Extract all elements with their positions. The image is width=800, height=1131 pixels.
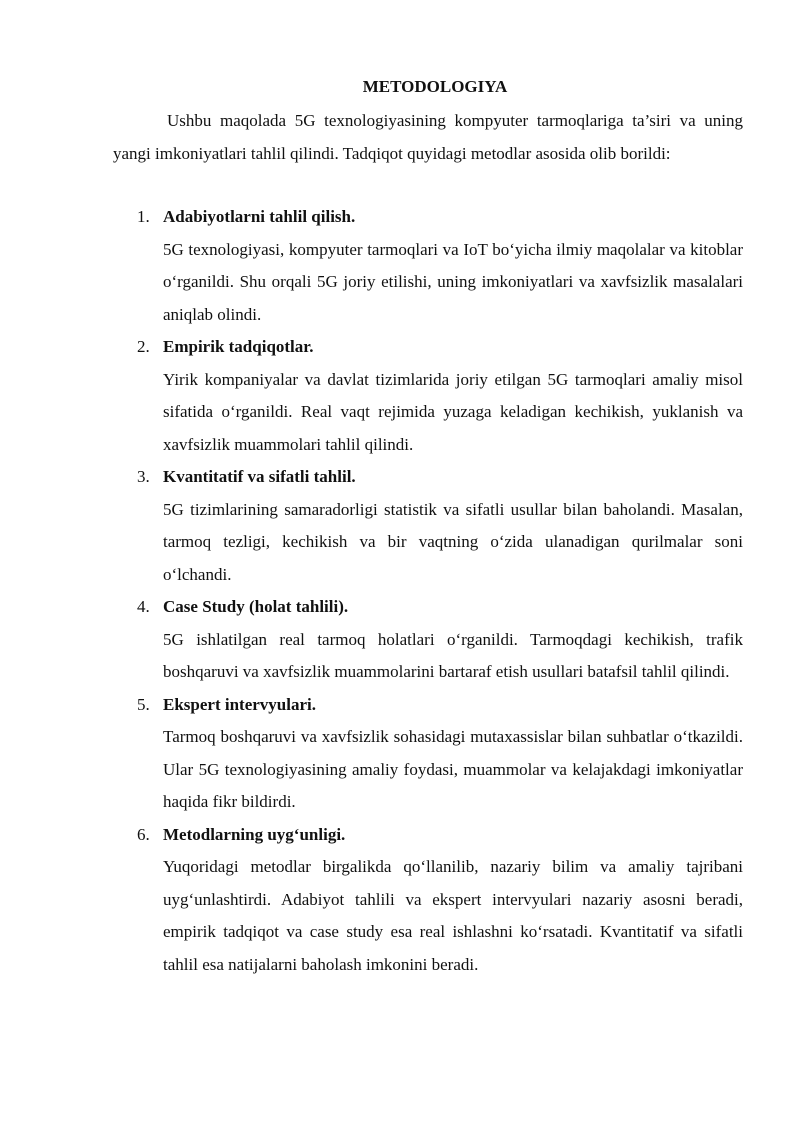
item-number: 2. — [137, 337, 150, 356]
item-heading: Ekspert intervyulari. — [163, 694, 316, 714]
item-text: 5G ishlatilgan real tarmoq holatlari o‘rganildi. Tarmoqdagi kechikish, trafik boshqaruvi va xavfsizlik muammolarini bartaraf etish usullari batafsil tahlil qilindi. — [163, 629, 743, 681]
methods-list — [0, 201, 800, 981]
item-number: 4. — [137, 597, 150, 616]
item-text: Yirik kompaniyalar va davlat tizimlarida joriy etilgan 5G tarmoqlari amaliy misol sifatida o‘rganildi. Real vaqt rejimida yuzaga keladigan kechikish, yuklanish va xavfsizlik muammolari tahlil qilindi. — [163, 369, 743, 454]
section-title: METODOLOGIYA — [362, 77, 508, 96]
list-item — [0, 591, 800, 689]
list-item — [0, 461, 800, 591]
item-heading: Adabiyotlarni tahlil qilish. — [163, 207, 356, 226]
item-heading: Metodlarning uyg‘unligi. — [163, 824, 346, 844]
item-text: 5G tizimlarining samaradorligi statistik va sifatli usullar bilan baholandi. Masalan, tarmoq tezligi, kechikish va bir vaqtning o‘zida ulanadigan qurilmalar soni o‘lchandi. — [163, 499, 743, 584]
list-item — [0, 819, 800, 982]
item-heading: Kvantitatif va sifatli tahlil. — [163, 467, 356, 486]
item-number: 5. — [137, 694, 150, 714]
list-item — [0, 689, 800, 819]
item-number: 6. — [137, 824, 150, 844]
item-text: Yuqoridagi metodlar birgalikda qo‘llanilib, nazariy bilim va amaliy tajribani uyg‘unlashtirdi. Adabiyot tahlili va ekspert intervyulari nazariy asosni beradi, empirik tadqiqot va case study esa real ishlashni ko‘rsatadi. Kvantitatif va sifatli tahlil esa natijalarni baholash imkonini beradi. — [163, 857, 743, 974]
list-item — [0, 331, 800, 461]
intro-paragraph: Ushbu maqolada 5G texnologiyasining kompyuter tarmoqlariga ta’siri va uning yangi imkoniyatlari tahlil qilindi. Tadqiqot quyidagi metodlar asosida olib borildi: — [113, 111, 743, 163]
list-item — [0, 201, 800, 331]
item-number: 1. — [137, 207, 150, 226]
item-text: 5G texnologiyasi, kompyuter tarmoqlari va IoT bo‘yicha ilmiy maqolalar va kitoblar o‘rganildi. Shu orqali 5G joriy etilishi, uning imkoniyatlari va xavfsizlik masalalari aniqlab olindi. — [163, 239, 743, 324]
item-heading: Case Study (holat tahlili). — [163, 597, 349, 616]
item-heading: Empirik tadqiqotlar. — [163, 337, 314, 356]
item-text: Tarmoq boshqaruvi va xavfsizlik sohasidagi mutaxassislar bilan suhbatlar o‘tkazildi. Ular 5G texnologiyasining amaliy foydasi, muammolar va kelajakdagi imkoniyatlar haqida fikr bildirdi. — [163, 727, 743, 811]
item-number: 3. — [137, 467, 150, 486]
